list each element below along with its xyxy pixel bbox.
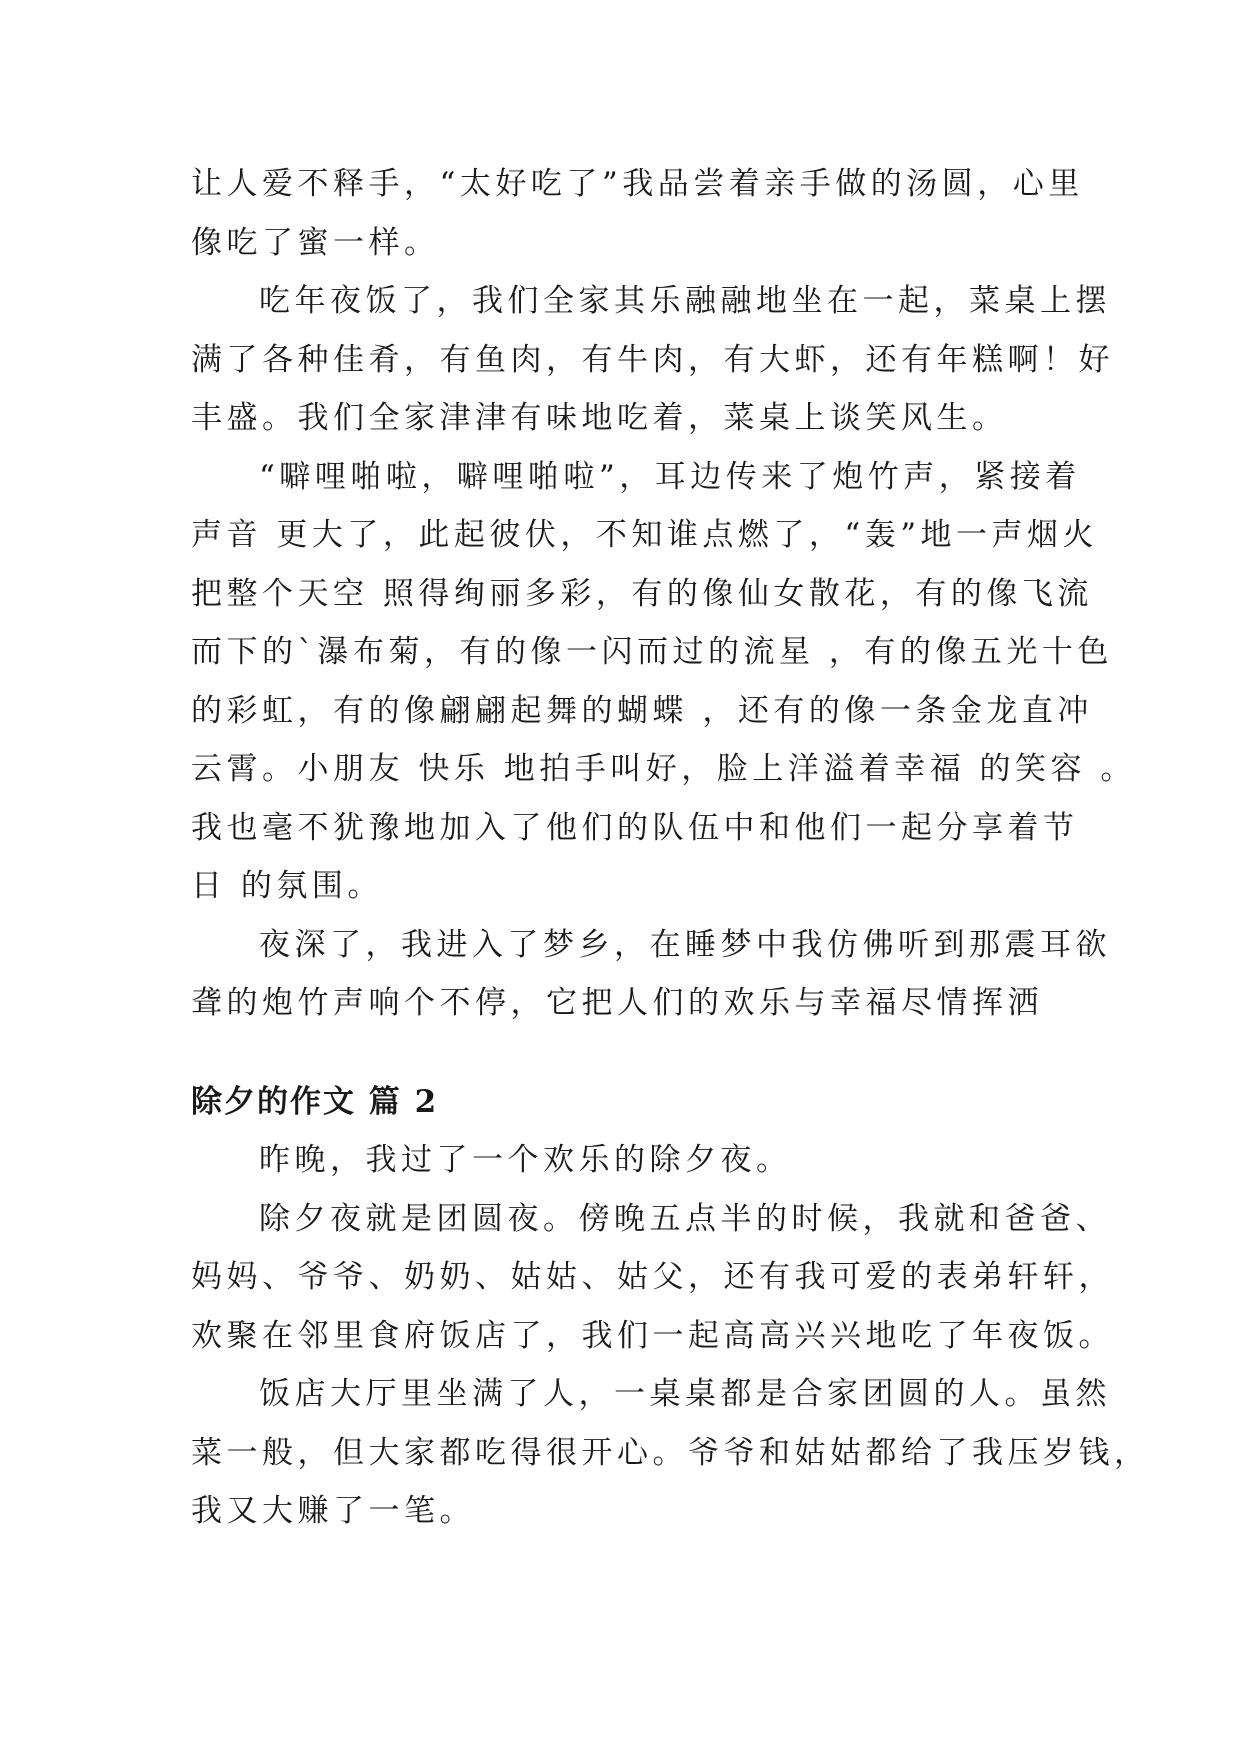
text-line: 夜深了，我进入了梦乡，在睡梦中我仿佛听到那震耳欲 (259, 926, 1111, 963)
section-heading: 除夕的作文 篇 2 (191, 1083, 439, 1120)
paragraph (191, 1190, 1114, 1366)
text-line: 除夕夜就是团圆夜。傍晚五点半的时候，我就和爸爸、 (259, 1200, 1111, 1237)
text-line: 的彩虹，有的像翩翩起舞的蝴蝶 ，还有的像一条金龙直冲 (191, 692, 1093, 729)
text-line: 而下的`瀑布菊，有的像一闪而过的流星 ，有的像五光十色 (191, 634, 1113, 670)
paragraph (191, 916, 1111, 1033)
text-line: 我也毫不犹豫地加入了他们的队伍中和他们一起分享着节 (191, 809, 1079, 846)
text-line: 让人爱不释手，“太好吃了”我品尝着亲手做的汤圆，心里 (191, 166, 1084, 202)
text-line: 欢聚在邻里食府饭店了，我们一起高高兴兴地吃了年夜饭。 (191, 1317, 1114, 1354)
text-line: 我又大赚了一笔。 (191, 1493, 475, 1529)
text-line: 日 的氛围。 (191, 868, 383, 904)
text-line: 声音 更大了，此起彼伏，不知谁点燃了，“轰”地一声烟火 (191, 517, 1099, 553)
paragraph (191, 155, 1084, 272)
text-line: 满了各种佳肴，有鱼肉，有牛肉，有大虾，还有年糕啊！好 (191, 341, 1114, 378)
text-line: 菜一般，但大家都吃得很开心。爷爷和姑姑都给了我压岁钱， (191, 1434, 1150, 1471)
text-line: “噼哩啪啦，噼哩啪啦”，耳边传来了炮竹声，紧接着 (259, 458, 1081, 495)
text-line: 云霄。小朋友 快乐 地拍手叫好，脸上洋溢着幸福 的笑容 。 (191, 751, 1136, 787)
text-line: 聋的炮竹声响个不停，它把人们的欢乐与幸福尽情挥洒 (191, 985, 1043, 1021)
paragraph (191, 448, 1136, 916)
text-line: 丰盛。我们全家津津有味地吃着，菜桌上谈笑风生。 (191, 400, 1008, 436)
text-line: 饭店大厅里坐满了人，一桌桌都是合家团圆的人。虽然 (259, 1376, 1111, 1412)
text-line: 吃年夜饭了，我们全家其乐融融地坐在一起，菜桌上摆 (259, 283, 1111, 319)
document-body (191, 155, 1150, 1541)
section-gap (191, 1033, 1061, 1073)
text-line: 像吃了蜜一样。 (191, 224, 440, 261)
text-line: 昨晚，我过了一个欢乐的除夕夜。 (259, 1142, 792, 1178)
text-line: 妈妈、爷爷、奶奶、姑姑、姑父，还有我可爱的表弟轩轩， (191, 1259, 1114, 1295)
text-line: 把整个天空 照得绚丽多彩，有的像仙女散花，有的像飞流 (191, 575, 1093, 612)
paragraph (191, 1131, 1061, 1190)
paragraph (191, 1365, 1150, 1541)
paragraph (191, 272, 1114, 448)
